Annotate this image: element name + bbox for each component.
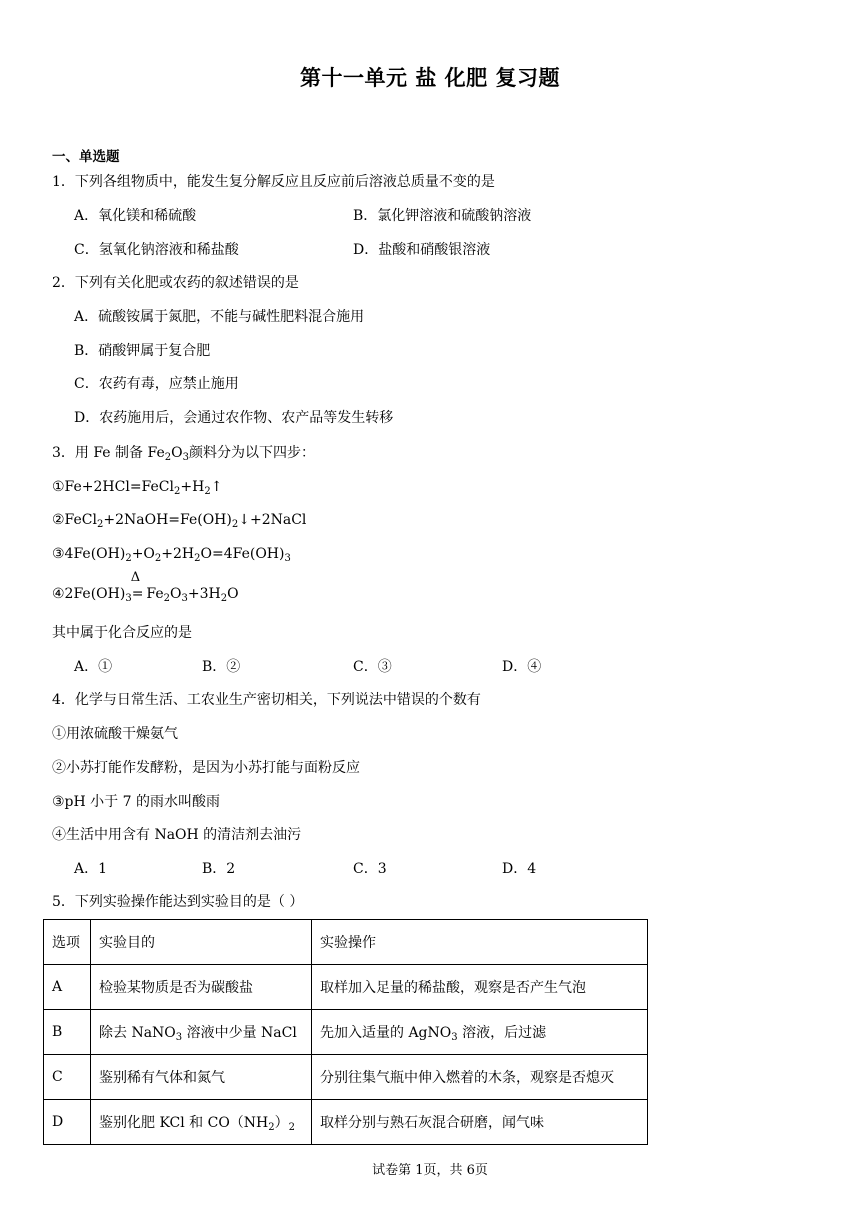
question-2-option-b: B．硝酸钾属于复合肥 bbox=[74, 343, 211, 359]
table-header-cell: 实验操作 bbox=[312, 920, 648, 965]
statement-3: ③pH 小于 7 的雨水叫酸雨 bbox=[52, 794, 220, 810]
table-cell: 取样分别与熟石灰混合研磨，闻气味 bbox=[312, 1100, 648, 1145]
question-4-option-d: D．4 bbox=[502, 861, 537, 877]
statement-2: ②小苏打能作发酵粉，是因为小苏打能与面粉反应 bbox=[52, 760, 360, 776]
question-4-option-c: C．3 bbox=[353, 861, 387, 877]
statement-4: ④生活中用含有 NaOH 的清洁剂去油污 bbox=[52, 827, 302, 843]
page-title: 第十一单元 盐 化肥 复习题 bbox=[300, 66, 560, 90]
section-heading: 一、单选题 bbox=[52, 149, 120, 165]
question-3-ask: 其中属于化合反应的是 bbox=[52, 625, 192, 641]
reaction-2: $②FeCl_2+2NaOH=Fe(OH)_2↓+2NaCl$ bbox=[52, 512, 307, 530]
table-row bbox=[44, 1055, 648, 1100]
table-cell: 鉴别稀有气体和氮气 bbox=[91, 1055, 312, 1100]
question-3-option-c: C．③ bbox=[353, 659, 392, 675]
heat-symbol: Δ = bbox=[130, 570, 144, 602]
table-header-row bbox=[44, 920, 648, 965]
question-3-option-b: B．② bbox=[202, 659, 241, 675]
question-1-stem: 1．下列各组物质中，能发生复分解反应且反应前后溶液总质量不变的是 bbox=[52, 174, 495, 190]
table-header-cell: 选项 bbox=[44, 920, 91, 965]
table-header-cell: 实验目的 bbox=[91, 920, 312, 965]
table-cell: B bbox=[44, 1010, 91, 1055]
question-2-stem: 2．下列有关化肥或农药的叙述错误的是 bbox=[52, 275, 299, 291]
table-row bbox=[44, 1100, 648, 1145]
question-1-option-b: B．氯化钾溶液和硫酸钠溶液 bbox=[353, 208, 532, 224]
question-4-option-a: A．1 bbox=[74, 861, 108, 877]
question-4-option-b: B．2 bbox=[202, 861, 236, 877]
question-5-stem: 5．下列实验操作能达到实验目的是（ ） bbox=[52, 894, 304, 910]
table-cell: A bbox=[44, 965, 91, 1010]
table-cell: D bbox=[44, 1100, 91, 1145]
table-cell: 先加入适量的 AgNO$_3$ 溶液，后过滤 bbox=[312, 1010, 648, 1055]
reaction-3: $③4Fe(OH)_2+O_2+2H_2O=4Fe(OH)_3$ bbox=[52, 546, 291, 564]
table-cell: 分别往集气瓶中伸入燃着的木条，观察是否熄灭 bbox=[312, 1055, 648, 1100]
table-cell: 取样加入足量的稀盐酸，观察是否产生气泡 bbox=[312, 965, 648, 1010]
question-1-option-c: C．氢氧化钠溶液和稀盐酸 bbox=[74, 242, 239, 258]
table-row bbox=[44, 1010, 648, 1055]
reaction-1: $①Fe+2HCl=FeCl_2+H_2↑$ bbox=[52, 479, 223, 497]
question-4-stem: 4．化学与日常生活、工农业生产密切相关，下列说法中错误的个数有 bbox=[52, 692, 481, 708]
question-1-option-d: D．盐酸和硝酸银溶液 bbox=[353, 242, 491, 258]
table-cell: 鉴别化肥 KCl 和 $CO(NH_2)_2$ bbox=[91, 1100, 312, 1145]
question-1-option-a: A．氧化镁和稀硫酸 bbox=[74, 208, 197, 224]
question-3-stem: 3．用 Fe 制备 $Fe_2O_3$颜料分为以下四步： bbox=[52, 445, 315, 463]
table-cell: 除去 NaNO$_3$ 溶液中少量 NaCl bbox=[91, 1010, 312, 1055]
question-2-option-d: D．农药施用后，会通过农作物、农产品等发生转移 bbox=[74, 410, 394, 426]
table-row bbox=[44, 965, 648, 1010]
experiment-table bbox=[43, 919, 648, 1145]
statement-1: ①用浓硫酸干燥氨气 bbox=[52, 726, 178, 742]
question-3-option-d: D．④ bbox=[502, 659, 542, 675]
question-2-option-a: A．硫酸铵属于氮肥，不能与碱性肥料混合施用 bbox=[74, 309, 365, 325]
table-cell: C bbox=[44, 1055, 91, 1100]
question-3-option-a: A．① bbox=[74, 659, 113, 675]
question-2-option-c: C．农药有毒，应禁止施用 bbox=[74, 376, 239, 392]
table-cell: 检验某物质是否为碳酸盐 bbox=[91, 965, 312, 1010]
reaction-4: $④2Fe(OH)_3$ Δ = $Fe_2O_3+3H_2O$ bbox=[52, 570, 239, 604]
page-footer: 试卷第 1页，共 6页 bbox=[372, 1163, 488, 1178]
